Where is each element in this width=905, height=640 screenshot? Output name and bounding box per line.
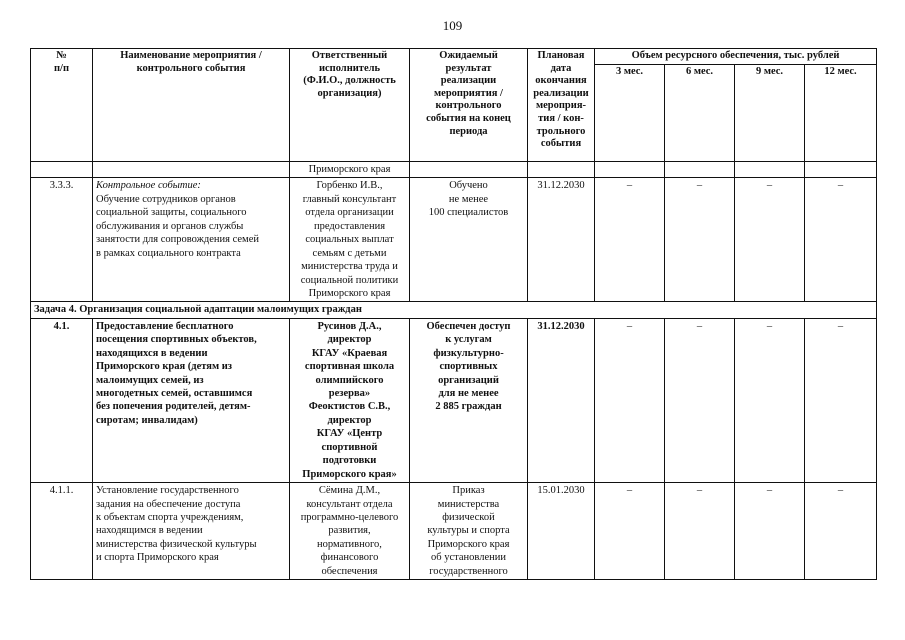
activity-name: Контрольное событие: Обучение сотрудников органов социальной защиты, социального обслуживания и органов службы занятости для сопровождения семей в рамках социального контракта (93, 178, 290, 302)
col-header-result: Ожидаемый результат реализации мероприятия / контрольного события на конец периода (410, 49, 528, 162)
header-row (31, 49, 877, 65)
col-header-resources: Объем ресурсного обеспечения, тыс. рублей (595, 49, 877, 65)
col-header-date: Плановая дата окончания реализации мероприя- тия / кон- трольного события (528, 49, 595, 162)
expected-result: Обучено не менее 100 специалистов (410, 178, 528, 302)
control-event-label: Контрольное событие: (96, 180, 201, 192)
responsible-executor: Русинов Д.А., директор КГАУ «Краевая спортивная школа олимпийского резерва» Феоктистов С.В., директор КГАУ «Центр спортивной подготовки Приморского края» (290, 318, 410, 482)
task-heading: Задача 4. Организация социальной адаптации малоимущих граждан (31, 302, 877, 318)
resource-12-months: – (805, 483, 877, 580)
resource-9-months: – (735, 318, 805, 482)
carryover-row (31, 162, 877, 178)
col-header-12-months: 12 мес. (805, 64, 877, 161)
col-header-3-months: 3 мес. (595, 64, 665, 161)
resource-3-months: – (595, 483, 665, 580)
responsible-executor: Сёмина Д.М., консультант отдела программно-целевого развития, нормативного, финансового обеспечения (290, 483, 410, 580)
resource-6-months: – (665, 318, 735, 482)
planned-date: 15.01.2030 (528, 483, 595, 580)
activity-name: Установление государственного задания на обеспечение доступа к объектам спорта учреждениям, находящимся в ведении министерства физической культуры и спорта Приморского края (93, 483, 290, 580)
col-header-num: № п/п (31, 49, 93, 162)
resource-6-months: – (665, 178, 735, 302)
resource-3-months: – (595, 178, 665, 302)
expected-result: Приказ министерства физической культуры и спорта Приморского края об установлении государственного (410, 483, 528, 580)
table-row (31, 483, 877, 580)
responsible-executor: Горбенко И.В., главный консультант отдела организации предоставления социальных выплат семьям с детьми министерства труда и социальной политики Приморского края (290, 178, 410, 302)
planned-date: 31.12.2030 (528, 318, 595, 482)
expected-result: Обеспечен доступ к услугам физкультурно- спортивных организаций для не менее 2 885 граждан (410, 318, 528, 482)
col-header-executor: Ответственный исполнитель (Ф.И.О., должность организация) (290, 49, 410, 162)
carryover-executor: Приморского края (290, 162, 410, 178)
activity-plan-table (30, 48, 877, 580)
col-header-6-months: 6 мес. (665, 64, 735, 161)
col-header-9-months: 9 мес. (735, 64, 805, 161)
task-heading-row (31, 302, 877, 318)
resource-12-months: – (805, 178, 877, 302)
row-number: 3.3.3. (31, 178, 93, 302)
page-number: 109 (442, 18, 463, 33)
resource-6-months: – (665, 483, 735, 580)
table-row (31, 318, 877, 482)
planned-date: 31.12.2030 (528, 178, 595, 302)
col-header-name: Наименование мероприятия / контрольного события (93, 49, 290, 162)
activity-name: Предоставление бесплатного посещения спортивных объектов, находящихся в ведении Приморского края (детям из малоимущих семей, из многодетных семей, оставшимся без попечения родителей, детям- сиротам; инвалидам) (93, 318, 290, 482)
row-number: 4.1. (31, 318, 93, 482)
resource-3-months: – (595, 318, 665, 482)
row-number: 4.1.1. (31, 483, 93, 580)
resource-9-months: – (735, 178, 805, 302)
resource-12-months: – (805, 318, 877, 482)
table-row (31, 178, 877, 302)
resource-9-months: – (735, 483, 805, 580)
